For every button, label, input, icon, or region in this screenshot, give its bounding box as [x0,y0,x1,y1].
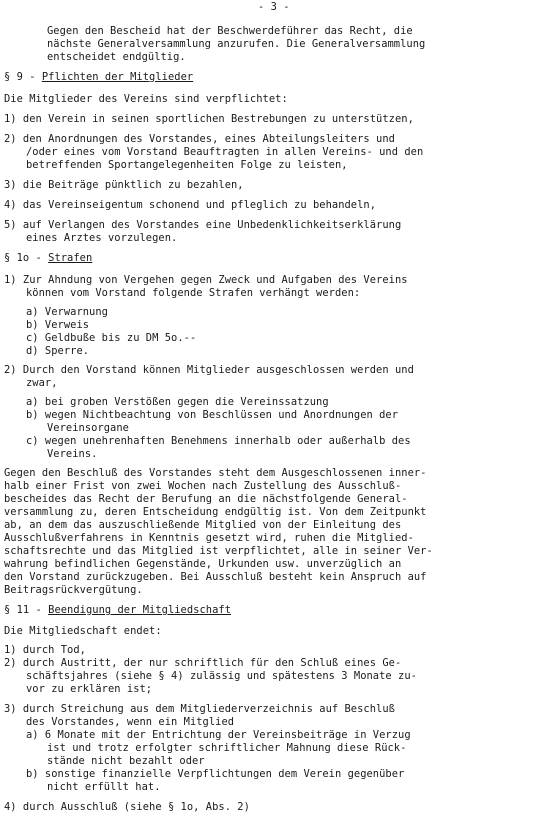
sub-item: a) 6 Monate mit der Entrichtung der Vereinsbeiträge in Verzug [26,729,411,741]
list-item: 2) durch Austritt, der nur schriftlich für den Schluß eines Ge- [4,657,402,669]
body-text-line: nächste Generalversammlung anzurufen. Die Generalversammlung [47,38,426,50]
section-number: § 11 - [4,604,49,616]
list-item-cont: können vom Vorstand folgende Strafen verhängt werden: [26,287,361,299]
sub-item-cont: Vereins. [47,448,98,460]
list-item: 2) den Anordnungen des Vorstandes, eines Abteilungsleiters und [4,133,395,145]
section-heading-11 [4,604,231,617]
body-text-line: Die Mitgliedschaft endet: [4,625,162,637]
list-item: 4) das Vereinseigentum schonend und pfleglich zu behandeln, [4,199,377,211]
sub-item: c) Geldbuße bis zu DM 5o.-- [26,332,197,344]
list-item: 3) durch Streichung aus dem Mitgliederverzeichnis auf Beschluß [4,703,395,715]
sub-item: d) Sperre. [26,345,90,357]
body-text-line: Gegen den Bescheid hat der Beschwerdeführer das Recht, die [47,25,413,37]
list-item-cont: schäftsjahres (siehe § 4) zulässig und spätestens 3 Monate zu- [26,670,417,682]
sub-item: b) sonstige finanzielle Verpflichtungen dem Verein gegenüber [26,768,405,780]
section-heading-9 [4,71,193,84]
list-item: 5) auf Verlangen des Vorstandes eine Unbedenklichkeitserklärung [4,219,402,231]
body-text-line: schaftsrechte und das Mitglied ist verpflichtet, alle in seiner Ver- [4,545,433,557]
sub-item-cont: Vereinsorgane [47,422,129,434]
section-title: Beendigung der Mitgliedschaft [48,604,232,616]
list-item-cont: zwar, [26,377,58,389]
body-text-line: wahrung befindlichen Gegenstände, Urkunden usw. unverzüglich an [4,558,402,570]
list-item: 1) den Verein in seinen sportlichen Bestrebungen zu unterstützen, [4,113,414,125]
section-title: Strafen [48,252,93,264]
section-heading-10 [4,252,92,265]
body-text-line: bescheides das Recht der Berufung an die nächstfolgende General- [4,493,408,505]
sub-item-cont: stände nicht bezahlt oder [47,755,205,767]
list-item: 1) Zur Ahndung von Vergehen gegen Zweck und Aufgaben des Vereins [4,274,408,286]
list-item: 3) die Beiträge pünktlich zu bezahlen, [4,179,244,191]
sub-item-cont: ist und trotz erfolgter schriftlicher Mahnung diese Rück- [47,742,407,754]
list-item-cont: /oder eines vom Vorstand Beauftragten in allen Vereins- und den [26,146,424,158]
sub-item: c) wegen unehrenhaften Benehmens innerhalb oder außerhalb des [26,435,411,447]
sub-item: b) Verweis [26,319,90,331]
body-text-line: Die Mitglieder des Vereins sind verpflichtet: [4,93,288,105]
body-text-line: entscheidet endgültig. [47,51,186,63]
list-item-cont: eines Arztes vorzulegen. [26,232,178,244]
list-item: 1) durch Tod, [4,644,86,656]
sub-item: a) Verwarnung [26,306,108,318]
sub-item: b) wegen Nichtbeachtung von Beschlüssen und Anordnungen der [26,409,399,421]
section-number: § 9 - [4,71,42,83]
body-text-line: halb einer Frist von zwei Wochen nach Zustellung des Ausschluß- [4,480,402,492]
section-title: Pflichten der Mitglieder [41,71,194,83]
sub-item-cont: nicht erfüllt hat. [47,781,161,793]
body-text-line: den Vorstand zurückzugeben. Bei Ausschluß besteht kein Anspruch auf [4,571,427,583]
list-item: 2) Durch den Vorstand können Mitglieder ausgeschlossen werden und [4,364,414,376]
body-text-line: ab, an dem das auszuschließende Mitglied von der Einleitung des [4,519,402,531]
page-number: - 3 - [258,1,290,13]
sub-item: a) bei groben Verstößen gegen die Vereinssatzung [26,396,329,408]
list-item: 4) durch Ausschluß (siehe § 1o, Abs. 2) [4,801,250,813]
body-text-line: Ausschlußverfahrens in Kenntnis gesetzt wird, ruhen die Mitglied- [4,532,414,544]
section-number: § 1o - [4,252,49,264]
list-item-cont: des Vorstandes, wenn ein Mitglied [26,716,235,728]
body-text-line: versammlung zu, deren Entscheidung endgültig ist. Von dem Zeitpunkt [4,506,427,518]
body-text-line: Beitragsrückvergütung. [4,584,143,596]
list-item-cont: betreffenden Sportangelegenheiten Folge zu leisten, [26,159,348,171]
body-text-line: Gegen den Beschluß des Vorstandes steht dem Ausgeschlossenen inner- [4,467,427,479]
list-item-cont: vor zu erklären ist; [26,683,153,695]
